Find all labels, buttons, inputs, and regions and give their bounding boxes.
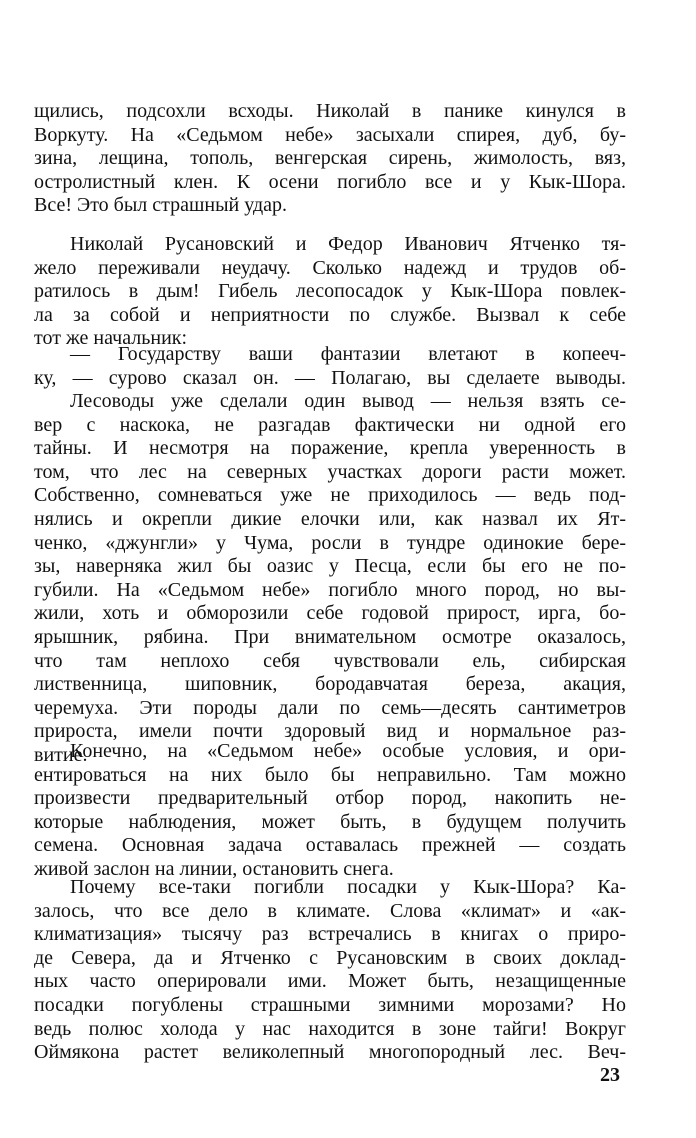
text-line: Конечно, на «Седьмом небе» особые условия, и ори- — [70, 740, 626, 762]
text-line: ку, — сурово сказал он. — Полагаю, вы сделаете выводы. — [34, 366, 626, 389]
text-line: семена. Основная задача оставалась прежней — создать — [34, 834, 626, 857]
text-line: ных часто оперировали ими. Может быть, незащищенные — [34, 970, 626, 993]
text-line: прироста, имели почти здоровый вид и нормальное раз- — [34, 720, 626, 743]
text-line: ченко, «джунгли» у Чума, росли в тундре одинокие бере- — [34, 531, 626, 554]
text-line: Все! Это был страшный удар. — [34, 194, 288, 217]
text-line: зы, наверняка жил бы оазис у Песца, если бы его не по- — [34, 555, 626, 578]
text-line: Лесоводы уже сделали один вывод — нельзя взять се- — [70, 390, 626, 412]
text-line: ведь полюс холода у нас находится в зоне тайги! Вокруг — [34, 1017, 626, 1040]
text-line: посадки погублены страшными зимними морозами? Но — [34, 993, 626, 1016]
text-line: лиственница, шиповник, бородавчатая береза, акация, — [34, 673, 626, 696]
text-line: произвести предварительный отбор пород, накопить не- — [34, 787, 626, 810]
text-line: ратилось в дым! Гибель лесопосадок у Кык-Шора повлек- — [34, 280, 626, 303]
text-line: Воркуту. На «Седьмом небе» засыхали спирея, дуб, бу- — [34, 123, 626, 146]
text-line: черемуха. Эти породы дали по семь—десять сантиметров — [34, 696, 626, 719]
page-number: 23 — [600, 1064, 620, 1086]
text-line: щились, подсохли всходы. Николай в панике кинулся в — [34, 100, 626, 122]
text-line: Собственно, сомневаться уже не приходилось — ведь под- — [34, 484, 626, 507]
text-line: зина, лещина, тополь, венгерская сирень, жимолость, вяз, — [34, 147, 626, 170]
paragraph-4 — [34, 390, 626, 768]
text-line: Оймякона растет великолепный многопородный лес. Веч- — [34, 1041, 626, 1064]
paragraph-5 — [34, 740, 626, 882]
paragraph-6 — [34, 876, 626, 1065]
text-line: тайны. И несмотря на поражение, крепла уверенность в — [34, 437, 626, 460]
text-line: нялись и окрепли дикие елочки или, как назвал их Ят- — [34, 507, 626, 530]
text-line: залось, что все дело в климате. Слова «климат» и «ак- — [34, 899, 626, 922]
text-line: Николай Русановский и Федор Иванович Ятченко тя- — [70, 233, 626, 255]
paragraph-2 — [34, 233, 626, 351]
text-line: тот же начальник: — [34, 327, 188, 350]
text-line: что там неплохо себя чувствовали ель, сибирская — [34, 649, 626, 672]
text-line: живой заслон на линии, остановить снега. — [34, 857, 394, 880]
text-line: климатизация» тысячу раз встречались в книгах о приро- — [34, 923, 626, 946]
text-line: — Государству ваши фантазии влетают в копееч- — [70, 343, 626, 365]
paragraph-3 — [34, 343, 626, 390]
text-line: которые наблюдения, может быть, в будущем получить — [34, 810, 626, 833]
text-line: витие. — [34, 743, 88, 766]
text-line: том, что лес на северных участках дороги расти может. — [34, 460, 626, 483]
text-line: остролистный клен. К осени погибло все и у Кык-Шора. — [34, 170, 626, 193]
text-line: Почему все-таки погибли посадки у Кык-Шора? Ка- — [70, 876, 626, 898]
text-line: ентироваться на них было бы неправильно. Там можно — [34, 763, 626, 786]
text-line: ярышник, рябина. При внимательном осмотре оказалось, — [34, 625, 626, 648]
text-line: жело переживали неудачу. Сколько надежд и трудов об- — [34, 256, 626, 279]
text-line: губили. На «Седьмом небе» погибло много пород, но вы- — [34, 578, 626, 601]
text-line: жили, хоть и обморозили себе годовой прирост, ирга, бо- — [34, 602, 626, 625]
text-line: вер с наскока, не разгадав фактически ни одной его — [34, 413, 626, 436]
text-line: ла за собой и неприятности по службе. Вызвал к себе — [34, 303, 626, 326]
text-line: де Севера, да и Ятченко с Русановским в своих доклад- — [34, 946, 626, 969]
paragraph-1 — [34, 100, 626, 218]
